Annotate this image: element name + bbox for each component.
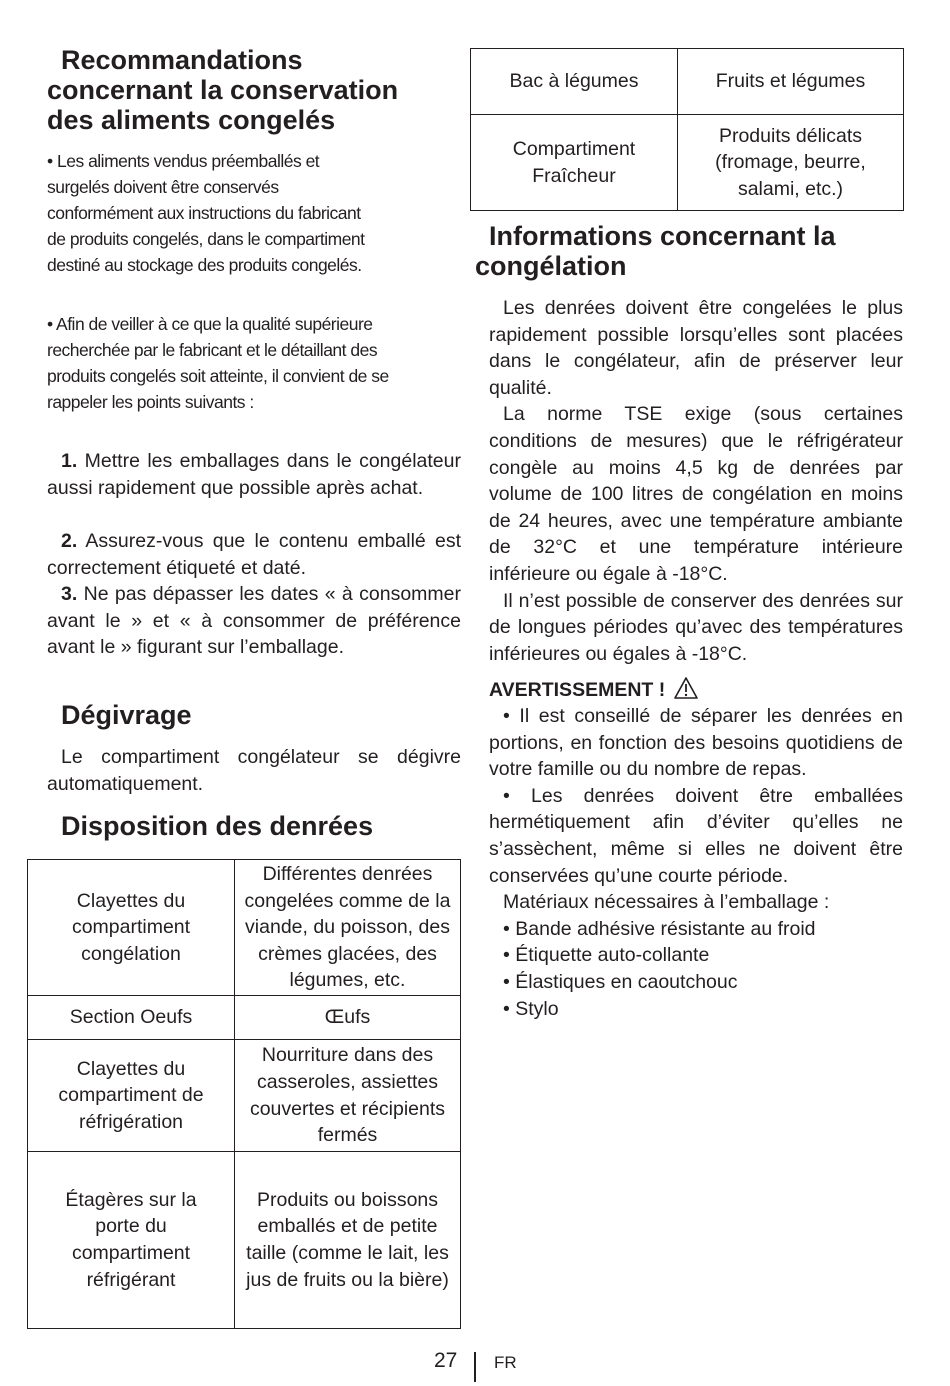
list-item-text: Mettre les emballages dans le congélateur aussi rapidement que possible après achat.: [47, 450, 461, 499]
list-item: • Stylo: [503, 996, 903, 1023]
list-item-3: [47, 581, 461, 661]
list-number: 1.: [61, 450, 78, 472]
table-cell: Différentes denrées congelées comme de la viande, du poisson, des crèmes glacées, des légumes, etc.: [235, 860, 461, 996]
table-cell: Clayettes du compartiment congélation: [28, 860, 235, 996]
footer-divider: [474, 1352, 476, 1382]
table-cell: Bac à légumes: [471, 49, 678, 115]
page-footer: [0, 1346, 950, 1386]
placement-heading: Disposition des denrées: [61, 811, 374, 841]
defrost-heading: Dégivrage: [61, 700, 192, 730]
recommendations-heading: Recommandations concernant la conservation des aliments congelés: [47, 45, 399, 135]
paragraph: La norme TSE exige (sous certaines conditions de mesures) que le réfrigérateur congèle au moins 4,5 kg de denrées par volume de 100 litres de congélation en moins de 24 heures, avec une température ambiante de 32°C et une température intérieure inférieure ou égale à -18°C.: [489, 403, 903, 585]
paragraph: Les denrées doivent être congelées le plus rapidement possible lorsqu’elles sont placées dans le congélateur, afin de préserver leur qualité.: [489, 297, 903, 399]
rec-bullet-2: • Afin de veiller à ce que la qualité supérieure recherchée par le fabricant et le détaillant des produits congelés soit atteinte, il convient de se rappeler les points suivants :: [47, 314, 389, 412]
paragraph: • Les denrées doivent être emballées hermétiquement afin d’éviter qu’elles ne s’assèchent, même si elles ne doivent être conservées qu’une courte période.: [489, 784, 903, 887]
list-item-2: [47, 528, 461, 581]
table-row: [28, 996, 461, 1040]
warning-text: [489, 703, 903, 1022]
table-cell: Section Oeufs: [28, 996, 235, 1040]
warning-heading: [489, 676, 699, 703]
table-cell: Produits ou boissons emballés et de petite taille (comme le lait, les jus de fruits ou la bière): [235, 1152, 461, 1329]
list-item: • Élastiques en caoutchouc: [503, 969, 903, 996]
list-item-1: [47, 448, 461, 501]
defrost-text: Le compartiment congélateur se dégivre automatiquement.: [47, 746, 461, 795]
paragraph: Il n’est possible de conserver des denrées sur de longues périodes qu’avec des températures inférieures ou égales à -18°C.: [489, 589, 903, 665]
table-cell: Produits délicats (fromage, beurre, salami, etc.): [678, 115, 904, 211]
list-item: • Étiquette auto-collante: [503, 942, 903, 969]
list-item-text: Assurez-vous que le contenu emballé est correctement étiqueté et daté.: [47, 530, 461, 579]
table-cell: Fruits et légumes: [678, 49, 904, 115]
page-number: 27: [434, 1349, 458, 1372]
table-row: [28, 860, 461, 996]
table-cell: Œufs: [235, 996, 461, 1040]
table-cell: Compartiment Fraîcheur: [471, 115, 678, 211]
table-row: [28, 1040, 461, 1152]
list-item-text: Ne pas dépasser les dates « à consommer avant le » et « à consommer de préférence avant le » figurant sur l’emballage.: [47, 583, 461, 659]
vegetable-table: [470, 48, 904, 211]
freezing-text: [489, 295, 903, 667]
table-row: [471, 115, 904, 211]
placement-table: [27, 859, 461, 1329]
materials-intro: Matériaux nécessaires à l’emballage :: [503, 891, 830, 914]
freezing-heading: Informations concernant la congélation: [475, 221, 836, 281]
table-row: [28, 1152, 461, 1329]
materials-list: [489, 916, 903, 1022]
list-number: 3.: [61, 583, 78, 605]
language-code: FR: [494, 1353, 517, 1372]
table-row: [471, 49, 904, 115]
paragraph: • Il est conseillé de séparer les denrées en portions, en fonction des besoins quotidiens de votre famille ou du nombre de repas.: [489, 705, 903, 781]
list-number: 2.: [61, 530, 78, 552]
list-item: • Bande adhésive résistante au froid: [503, 916, 903, 943]
table-cell: Clayettes du compartiment de réfrigération: [28, 1040, 235, 1152]
warning-triangle-icon: [673, 676, 699, 700]
table-cell: Nourriture dans des casseroles, assiettes couvertes et récipients fermés: [235, 1040, 461, 1152]
table-cell: Étagères sur la porte du compartiment réfrigérant: [28, 1152, 235, 1329]
warning-label: AVERTISSEMENT !: [489, 679, 666, 701]
rec-bullet-1: • Les aliments vendus préemballés et surgelés doivent être conservés conformément aux instructions du fabricant de produits congelés, dans le compartiment destiné au stockage des produits congelés.: [47, 151, 365, 275]
